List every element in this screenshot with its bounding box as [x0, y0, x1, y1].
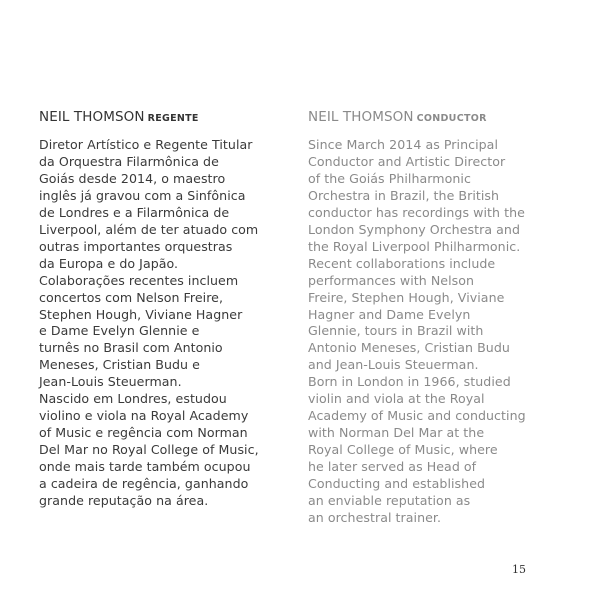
- bio-line: Since March 2014 as Principal: [308, 137, 498, 152]
- english-bio-heading: [308, 103, 553, 123]
- bio-line: Conducting and established: [308, 476, 486, 492]
- bio-line: Meneses, Cristian Budu e: [39, 357, 200, 373]
- bio-line: Liverpool, além de ter atuado com: [39, 221, 259, 237]
- bio-line: de Londres e a Filarmônica de: [39, 204, 230, 220]
- bio-line: outras importantes orquestras: [39, 238, 233, 254]
- bio-line: the Royal Liverpool Philharmonic.: [308, 238, 521, 254]
- bio-line: Jean-Louis Steuerman.: [39, 374, 182, 390]
- bio-line: inglês já gravou com a Sinfônica: [39, 187, 246, 203]
- bio-line: Stephen Hough, Viviane Hagner: [39, 306, 243, 322]
- bio-line: onde mais tarde também ocupou: [39, 459, 251, 475]
- conductor-role-en: CONDUCTOR: [416, 113, 487, 124]
- portuguese-bio-heading: [39, 103, 284, 123]
- bio-line: an orchestral trainer.: [308, 509, 442, 525]
- bio-line: Glennie, tours in Brazil with: [308, 323, 484, 339]
- bio-line: Hagner and Dame Evelyn: [308, 306, 471, 322]
- bio-line: Freire, Stephen Hough, Viviane: [308, 289, 505, 305]
- bio-line: violin and viola at the Royal: [308, 391, 485, 407]
- bio-line: Recent collaborations include: [308, 255, 496, 271]
- bio-line: with Norman Del Mar at the: [308, 425, 485, 441]
- bio-line: Colaborações recentes incluem: [39, 272, 239, 288]
- bio-line: of Music e regência com Norman: [39, 425, 248, 441]
- portuguese-bio-column: [39, 103, 284, 510]
- bio-line: a cadeira de regência, ganhando: [39, 476, 249, 492]
- bio-line: e Dame Evelyn Glennie e: [39, 323, 200, 339]
- english-bio-column: [308, 103, 553, 527]
- bio-line: Born in London in 1966, studied: [308, 374, 511, 390]
- bio-line: violino e viola na Royal Academy: [39, 408, 249, 424]
- english-bio-text: [308, 137, 553, 527]
- conductor-name-en: NEIL THOMSON: [308, 109, 414, 125]
- bio-line: conductor has recordings with the: [308, 204, 525, 220]
- bio-line: grande reputação na área.: [39, 493, 209, 509]
- bio-line: Del Mar no Royal College of Music,: [39, 442, 259, 458]
- bio-line: of the Goiás Philharmonic: [308, 170, 471, 186]
- portuguese-bio-text: [39, 137, 284, 510]
- bio-line: Antonio Meneses, Cristian Budu: [308, 340, 510, 356]
- bio-line: da Europa e do Japão.: [39, 255, 179, 271]
- bio-line: turnês no Brasil com Antonio: [39, 340, 223, 356]
- bio-line: Academy of Music and conducting: [308, 408, 526, 424]
- bio-line: Orchestra in Brazil, the British: [308, 187, 500, 203]
- bio-line: Royal College of Music, where: [308, 442, 498, 458]
- bio-line: concertos com Nelson Freire,: [39, 289, 224, 305]
- bio-line: da Orquestra Filarmônica de: [39, 153, 219, 169]
- bio-line: and Jean-Louis Steuerman.: [308, 357, 479, 373]
- bio-line: Nascido em Londres, estudou: [39, 391, 227, 407]
- bio-line: an enviable reputation as: [308, 493, 471, 509]
- conductor-name-pt: NEIL THOMSON: [39, 109, 145, 125]
- bio-line: London Symphony Orchestra and: [308, 221, 521, 237]
- bio-line: Diretor Artístico e Regente Titular: [39, 137, 253, 152]
- bio-line: Conductor and Artistic Director: [308, 153, 506, 169]
- conductor-role-pt: REGENTE: [147, 113, 199, 124]
- bio-line: he later served as Head of: [308, 459, 477, 475]
- bio-line: performances with Nelson: [308, 272, 475, 288]
- page-number: 15: [512, 563, 526, 576]
- bio-line: Goiás desde 2014, o maestro: [39, 170, 226, 186]
